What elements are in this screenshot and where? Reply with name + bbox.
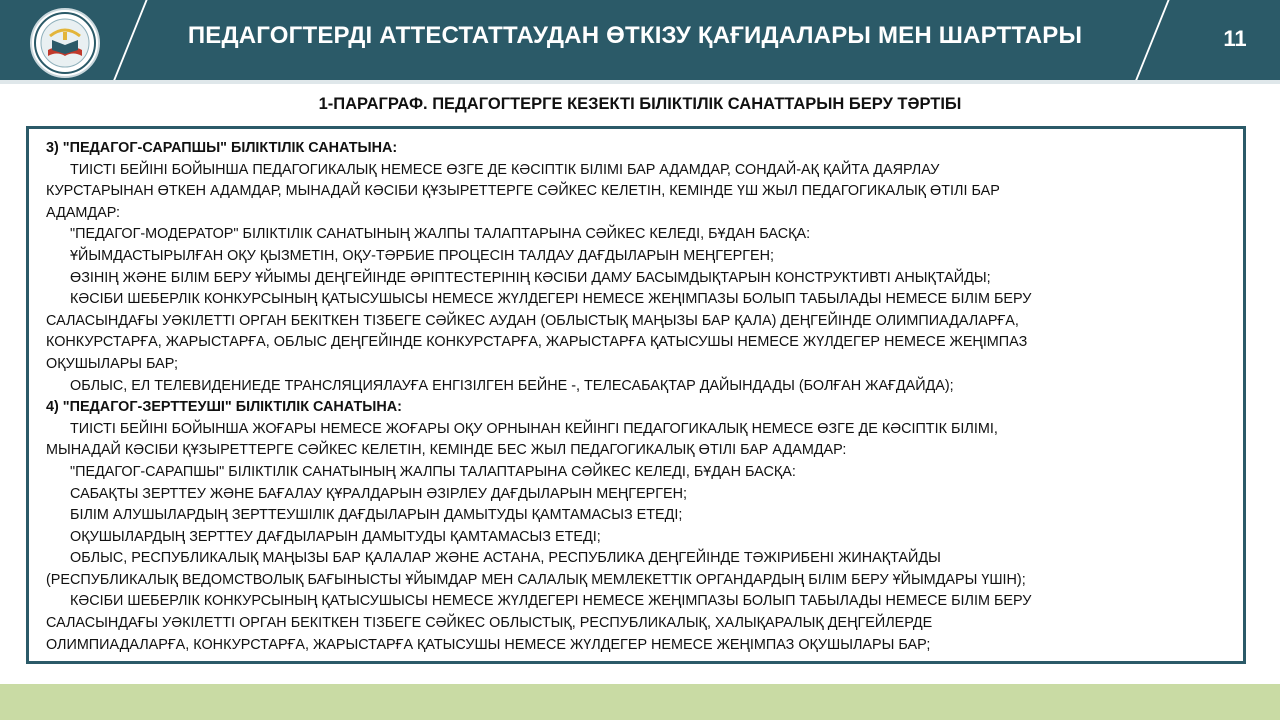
text-line: ОБЛЫС, ЕЛ ТЕЛЕВИДЕНИЕДЕ ТРАНСЛЯЦИЯЛАУҒА ЕНГІЗІЛГЕН БЕЙНЕ -, ТЕЛЕСАБАҚТАР ДАЙЫНДАДЫ (БОЛҒАН ЖАҒДАЙДА); <box>70 377 954 394</box>
header-bar <box>0 0 1280 80</box>
text-line: КӘСІБИ ШЕБЕРЛІК КОНКУРСЫНЫҢ ҚАТЫСУШЫСЫ НЕМЕСЕ ЖҮЛДЕГЕРІ НЕМЕСЕ ЖЕҢІМПАЗЫ БОЛЫП ТАБЫЛАДЫ НЕМЕСЕ БІЛІМ БЕРУ <box>70 593 1032 610</box>
text-line: САЛАСЫНДАҒЫ УӘКІЛЕТТІ ОРГАН БЕКІТКЕН ТІЗБЕГЕ СӘЙКЕС АУДАН (ОБЛЫСТЫҚ МАҢЫЗЫ БАР ҚАЛА) ДЕҢГЕЙІНДЕ ОЛИМПИАДАЛАРҒА, <box>46 312 1019 329</box>
text-line: ОҚУШЫЛАРДЫҢ ЗЕРТТЕУ ДАҒДЫЛАРЫН ДАМЫТУДЫ ҚАМТАМАСЫЗ ЕТЕДІ; <box>70 528 601 545</box>
text-line: ОЛИМПИАДАЛАРҒА, КОНКУРСТАРҒА, ЖАРЫСТАРҒА ҚАТЫСУШЫ НЕМЕСЕ ЖҮЛДЕГЕР НЕМЕСЕ ЖЕҢІМПАЗ ОҚУШЫЛАРЫ БАР; <box>46 636 931 653</box>
text-line: "ПЕДАГОГ-МОДЕРАТОР" БІЛІКТІЛІК САНАТЫНЫҢ ЖАЛПЫ ТАЛАПТАРЫНА СӘЙКЕС КЕЛЕДІ, БҰДАН БАСҚА: <box>70 226 811 243</box>
section-subtitle: 1-ПАРАГРАФ. ПЕДАГОГТЕРГЕ КЕЗЕКТІ БІЛІКТІЛІК САНАТТАРЫН БЕРУ ТӘРТІБІ <box>318 95 962 113</box>
text-line: КӘСІБИ ШЕБЕРЛІК КОНКУРСЫНЫҢ ҚАТЫСУШЫСЫ НЕМЕСЕ ЖҮЛДЕГЕРІ НЕМЕСЕ ЖЕҢІМПАЗЫ БОЛЫП ТАБЫЛАДЫ НЕМЕСЕ БІЛІМ БЕРУ <box>70 291 1032 308</box>
content-text <box>46 138 1226 656</box>
section-heading: 3) "ПЕДАГОГ-САРАПШЫ" БІЛІКТІЛІК САНАТЫНА: <box>46 140 398 156</box>
text-line: ҰЙЫМДАСТЫРЫЛҒАН ОҚУ ҚЫЗМЕТІН, ОҚУ-ТӘРБИЕ ПРОЦЕСІН ТАЛДАУ ДАҒДЫЛАРЫН МЕҢГЕРГЕН; <box>70 247 775 264</box>
text-line: КУРСТАРЫНАН ӨТКЕН АДАМДАР, МЫНАДАЙ КӘСІБИ ҚҰЗЫРЕТТЕРГЕ СӘЙКЕС КЕЛЕТІН, КЕМІНДЕ ҮШ ЖЫЛ ПЕДАГОГИКАЛЫҚ ӨТІЛІ БАР <box>46 183 1000 200</box>
footer-bar <box>0 684 1280 720</box>
text-line: "ПЕДАГОГ-САРАПШЫ" БІЛІКТІЛІК САНАТЫНЫҢ ЖАЛПЫ ТАЛАПТАРЫНА СӘЙКЕС КЕЛЕДІ, БҰДАН БАСҚА: <box>70 463 796 480</box>
page-number: 11 <box>1223 26 1247 51</box>
text-line: ӨЗІНІҢ ЖӘНЕ БІЛІМ БЕРУ ҰЙЫМЫ ДЕҢГЕЙІНДЕ ӘРІПТЕСТЕРІНІҢ КӘСІБИ ДАМУ БАСЫМДЫҚТАРЫН КОНСТРУКТИВТІ АНЫҚТАЙДЫ; <box>70 269 991 286</box>
text-line: АДАМДАР: <box>46 204 121 221</box>
text-line: БІЛІМ АЛУШЫЛАРДЫҢ ЗЕРТТЕУШІЛІК ДАҒДЫЛАРЫН ДАМЫТУДЫ ҚАМТАМАСЫЗ ЕТЕДІ; <box>70 507 683 524</box>
emblem-book-icon <box>30 8 100 78</box>
text-line: САЛАСЫНДАҒЫ УӘКІЛЕТТІ ОРГАН БЕКІТКЕН ТІЗБЕГЕ СӘЙКЕС ОБЛЫСТЫҚ, РЕСПУБЛИКАЛЫҚ, ХАЛЫҚАРАЛЫҚ ДЕҢГЕЙЛЕРДЕ <box>46 615 933 632</box>
text-line: ОБЛЫС, РЕСПУБЛИКАЛЫҚ МАҢЫЗЫ БАР ҚАЛАЛАР ЖӘНЕ АСТАНА, РЕСПУБЛИКА ДЕҢГЕЙІНДЕ ТӘЖІРИБЕНІ ЖИНАҚТАЙДЫ <box>70 550 941 567</box>
section-heading: 4) "ПЕДАГОГ-ЗЕРТТЕУШІ" БІЛІКТІЛІК САНАТЫНА: <box>46 399 402 416</box>
text-line: МЫНАДАЙ КӘСІБИ ҚҰЗЫРЕТТЕРГЕ СӘЙКЕС КЕЛЕТІН, КЕМІНДЕ БЕС ЖЫЛ ПЕДАГОГИКАЛЫҚ ӨТІЛІ БАР АДАМДАР: <box>46 442 847 459</box>
text-line: ОҚУШЫЛАРЫ БАР; <box>46 355 179 372</box>
text-line: САБАҚТЫ ЗЕРТТЕУ ЖӘНЕ БАҒАЛАУ ҚҰРАЛДАРЫН ӘЗІРЛЕУ ДАҒДЫЛАРЫН МЕҢГЕРГЕН; <box>70 485 688 502</box>
text-line: ТИІСТІ БЕЙІНІ БОЙЫНША ПЕДАГОГИКАЛЫҚ НЕМЕСЕ ӨЗГЕ ДЕ КӘСІПТІК БІЛІМІ БАР АДАМДАР, СОНДАЙ-АҚ ҚАЙТА ДАЯРЛАУ <box>70 161 940 178</box>
text-line: ТИІСТІ БЕЙІНІ БОЙЫНША ЖОҒАРЫ НЕМЕСЕ ЖОҒАРЫ ОҚУ ОРНЫНАН КЕЙІНГІ ПЕДАГОГИКАЛЫҚ НЕМЕСЕ ӨЗГЕ ДЕ КӘСІПТІК БІЛІМІ, <box>70 420 998 437</box>
page-title: ПЕДАГОГТЕРДІ АТТЕСТАТТАУДАН ӨТКІЗУ ҚАҒИДАЛАРЫ МЕН ШАРТТАРЫ <box>187 22 1083 49</box>
text-line: КОНКУРСТАРҒА, ЖАРЫСТАРҒА, ОБЛЫС ДЕҢГЕЙІНДЕ КОНКУРСТАРҒА, ЖАРЫСТАРҒА ҚАТЫСУШЫ НЕМЕСЕ ЖҮЛДЕГЕР НЕМЕСЕ ЖЕҢІМПАЗ <box>46 334 1028 351</box>
header-stripe <box>0 80 1280 84</box>
text-line: (РЕСПУБЛИКАЛЫҚ ВЕДОМСТВОЛЫҚ БАҒЫНЫСТЫ ҰЙЫМДАР МЕН САЛАЛЫҚ МЕМЛЕКЕТТІК ОРГАНДАРДЫҢ БІЛІМ БЕРУ ҰЙЫМДАРЫ ҮШІН); <box>46 571 1026 588</box>
